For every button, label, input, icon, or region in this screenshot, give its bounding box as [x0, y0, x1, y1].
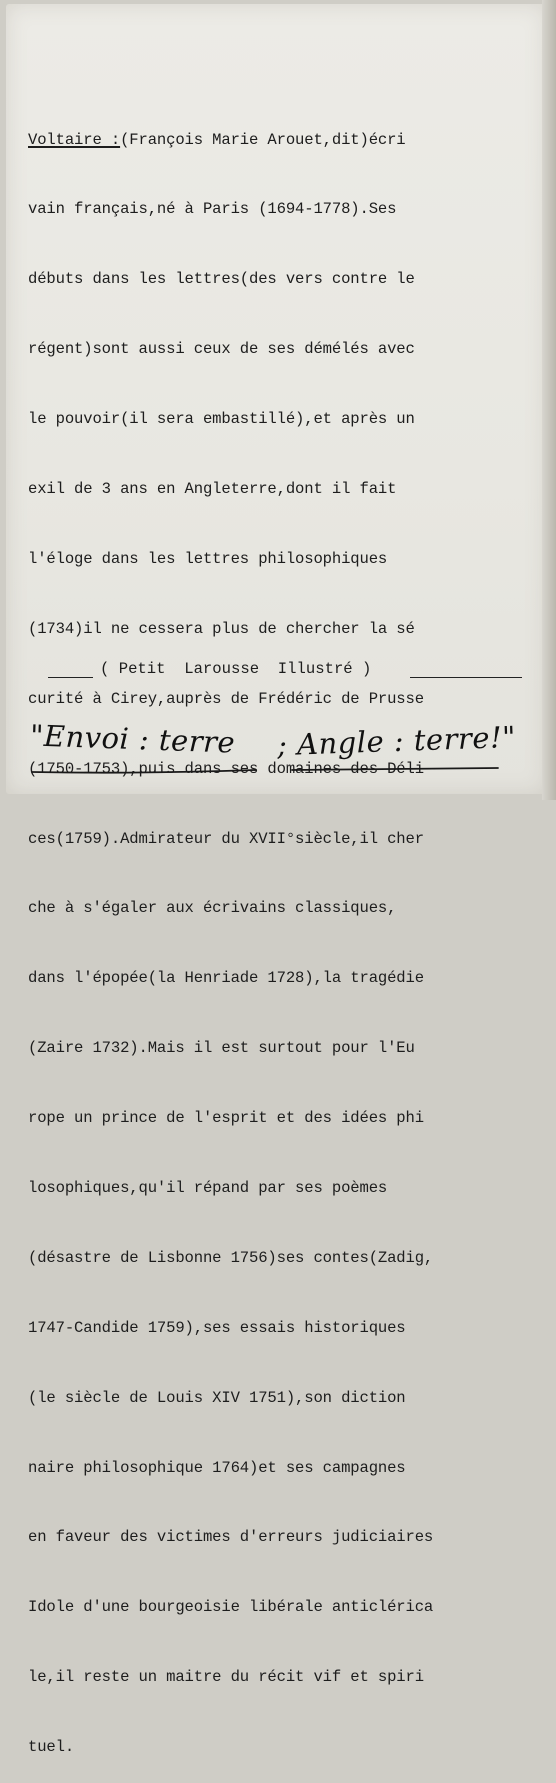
article-line: losophiques,qu'il répand par ses poèmes	[28, 1178, 388, 1197]
article-line-1	[28, 129, 538, 152]
article-line: dans l'épopée(la Henriade 1728),la tragédie	[28, 969, 424, 988]
article-line: Idole d'une bourgeoisie libérale anticlérica	[28, 1598, 434, 1617]
article-line: régent)sont aussi ceux de ses démélés avec	[28, 340, 415, 359]
handwritten-note-part1: "Envoi : terre	[29, 718, 236, 760]
source-citation-row	[40, 660, 530, 684]
article-line: débuts dans les lettres(des vers contre le	[28, 270, 415, 289]
article-line: che à s'égaler aux écrivains classiques,	[28, 899, 397, 918]
article-line: tuel.	[28, 1738, 75, 1757]
article-line: (1750-1753),puis dans ses domaines des Déli	[28, 759, 424, 778]
handwritten-underlines	[30, 712, 530, 782]
left-rule	[48, 677, 93, 678]
article-text	[28, 82, 538, 1783]
right-rule	[410, 677, 522, 678]
article-line: exil de 3 ans en Angleterre,dont il fait	[28, 480, 397, 499]
article-line: curité à Cirey,auprès de Frédéric de Prusse	[28, 689, 424, 708]
article-line: vain français,né à Paris (1694-1778).Ses	[28, 200, 397, 219]
article-line: (Zaire 1732).Mais il est surtout pour l'Eu	[28, 1039, 415, 1058]
paper-edge	[542, 0, 556, 800]
source-citation: ( Petit Larousse Illustré )	[100, 660, 372, 678]
handwritten-note	[30, 712, 530, 782]
article-line: 1747-Candide 1759),ses essais historiques	[28, 1318, 406, 1337]
article-line: naire philosophique 1764)et ses campagnes	[28, 1458, 406, 1477]
article-line: le,il reste un maitre du récit vif et spiri	[28, 1668, 424, 1687]
article-line: l'éloge dans les lettres philosophiques	[28, 549, 388, 568]
article-line-1-rest: (François Marie Arouet,dit)écri	[120, 130, 406, 149]
article-line: rope un prince de l'esprit et des idées phi	[28, 1109, 424, 1128]
article-line: (1734)il ne cessera plus de chercher la sé	[28, 619, 415, 638]
article-line: le pouvoir(il sera embastillé),et après un	[28, 410, 415, 429]
handwritten-underline-1	[32, 770, 256, 773]
handwritten-note-part2: ; Angle : terre!"	[276, 719, 517, 763]
article-line: ces(1759).Admirateur du XVII°siècle,il cher	[28, 829, 424, 848]
article-line: (désastre de Lisbonne 1756)ses contes(Zadig,	[28, 1248, 434, 1267]
article-line: en faveur des victimes d'erreurs judiciaires	[28, 1528, 434, 1547]
handwritten-underline-2	[292, 768, 498, 770]
article-line: (le siècle de Louis XIV 1751),son diction	[28, 1388, 406, 1407]
heading-voltaire: Voltaire :	[28, 130, 121, 149]
